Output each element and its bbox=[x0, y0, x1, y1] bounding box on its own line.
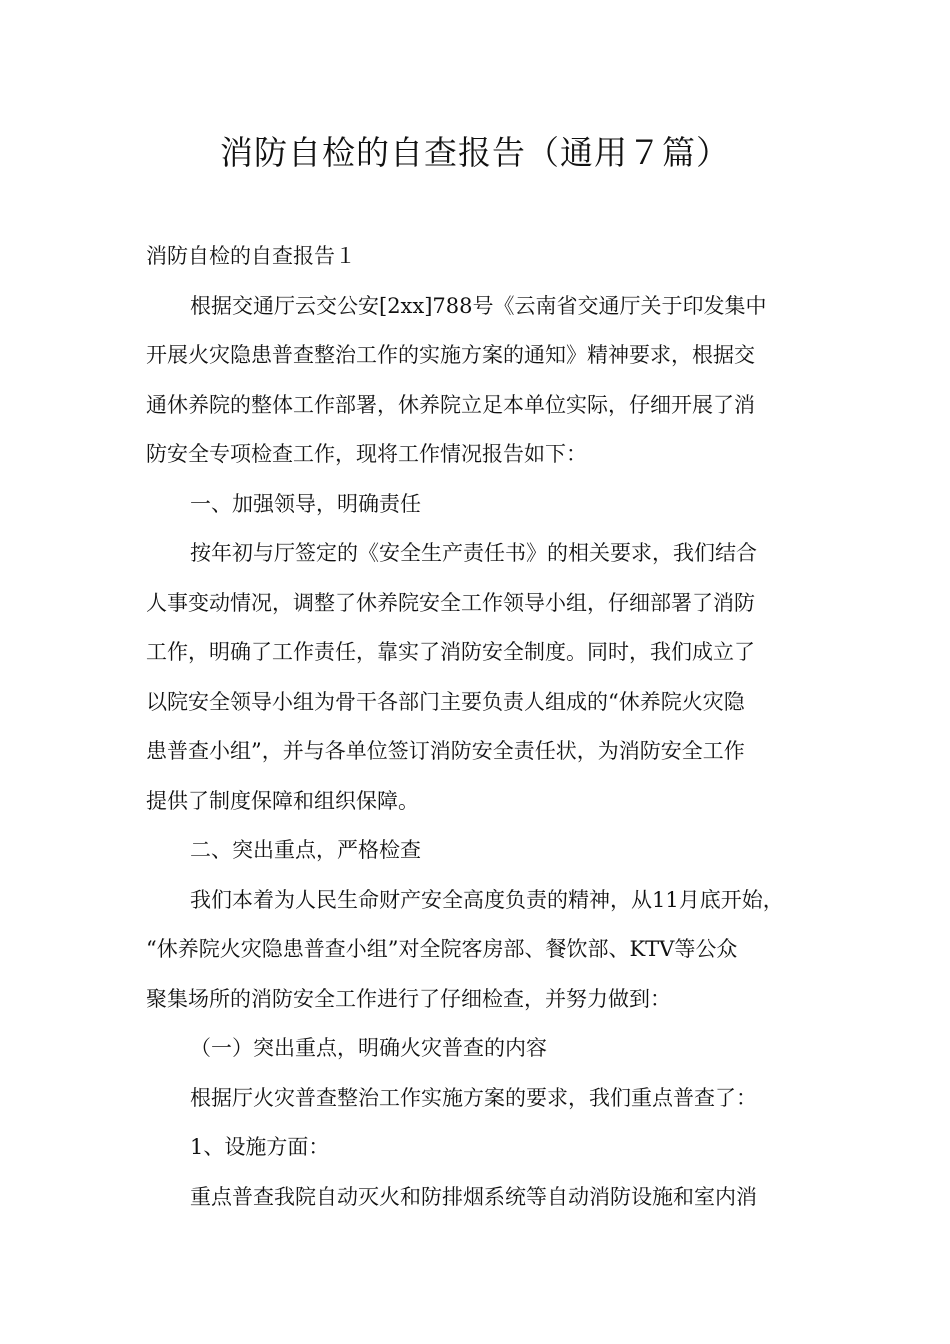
body-text-line: “休养院火灾隐患普查小组”对全院客房部、餐饮部、KTV等公众 bbox=[146, 937, 738, 961]
body-text-line: 1、设施方面： bbox=[190, 1135, 330, 1159]
document-body bbox=[146, 232, 822, 1222]
body-text-line: 根据交通厅云交公安[2xx]788号《云南省交通厅关于印发集中 bbox=[190, 293, 767, 318]
body-text-line: 二、突出重点，严格检查 bbox=[190, 838, 421, 862]
body-text-line: （一）突出重点，明确火灾普查的内容 bbox=[190, 1036, 547, 1060]
body-text-line: 人事变动情况，调整了休养院安全工作领导小组，仔细部署了消防 bbox=[146, 590, 755, 615]
body-text-line: 以院安全领导小组为骨干各部门主要负责人组成的“休养院火灾隐 bbox=[146, 689, 745, 714]
body-text-line: 消防自检的自查报告１ bbox=[146, 244, 356, 268]
body-text-line: 提供了制度保障和组织保障。 bbox=[146, 788, 419, 813]
body-text-line: 聚集场所的消防安全工作进行了仔细检查，并努力做到： bbox=[146, 986, 671, 1011]
body-text-line: 防安全专项检查工作，现将工作情况报告如下： bbox=[146, 442, 587, 466]
body-text-line: 一、加强领导，明确责任 bbox=[190, 491, 421, 516]
body-text-line: 工作，明确了工作责任，靠实了消防安全制度。同时，我们成立了 bbox=[146, 640, 755, 664]
body-text-line: 根据厅火灾普查整治工作实施方案的要求，我们重点普查了： bbox=[190, 1085, 757, 1110]
body-text-line: 按年初与厅签定的《安全生产责任书》的相关要求，我们结合 bbox=[190, 541, 757, 565]
body-text-line: 通休养院的整体工作部署，休养院立足本单位实际，仔细开展了消 bbox=[146, 392, 755, 417]
body-text-line: 开展火灾隐患普查整治工作的实施方案的通知》精神要求，根据交 bbox=[146, 343, 755, 367]
body-text-line: 患普查小组”，并与各单位签订消防安全责任状，为消防安全工作 bbox=[146, 739, 745, 763]
body-text-line: 我们本着为人民生命财产安全高度负责的精神，从11月底开始， bbox=[190, 887, 784, 912]
body-text-line: 重点普查我院自动灭火和防排烟系统等自动消防设施和室内消 bbox=[190, 1184, 757, 1209]
document-title: 消防自检的自查报告（通用７篇） bbox=[220, 133, 730, 172]
